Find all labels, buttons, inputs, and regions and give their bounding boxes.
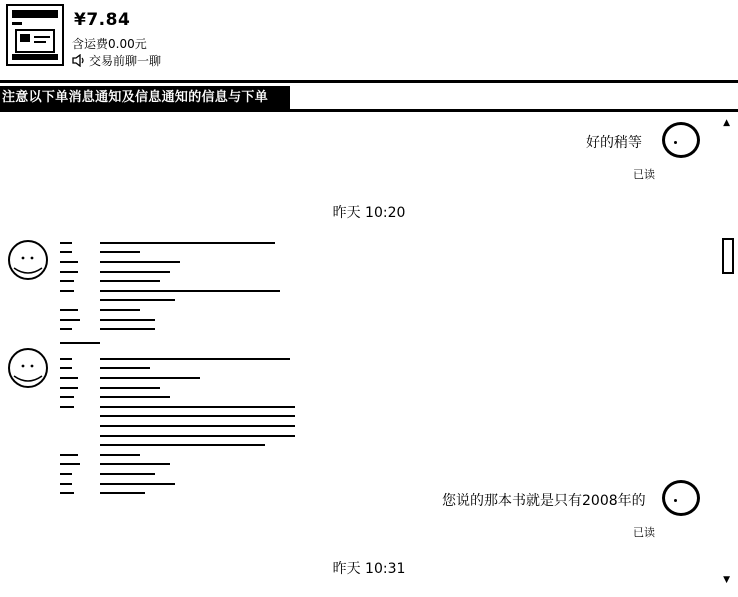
speaker-icon xyxy=(72,54,86,67)
chat-message-list[interactable] xyxy=(0,112,738,597)
message-text: 好的稍等 xyxy=(586,135,642,151)
warning-banner: 注意以下单消息通知及信息通知的信息与下单 xyxy=(0,86,290,110)
avatar[interactable] xyxy=(662,480,700,516)
document-message[interactable] xyxy=(60,238,300,318)
scroll-up-icon[interactable]: ▲ xyxy=(723,118,730,128)
read-status: 已读 xyxy=(633,526,655,539)
shipping-fee: 含运费0.00元 xyxy=(72,37,147,51)
scrollbar-thumb[interactable] xyxy=(722,238,734,274)
banner-divider-top xyxy=(0,80,738,83)
avatar[interactable] xyxy=(8,240,48,280)
chat-before-purchase-label: 交易前聊一聊 xyxy=(89,54,162,68)
timestamp: 昨天 10:20 xyxy=(332,205,406,221)
book-thumbnail-icon[interactable] xyxy=(6,4,64,66)
avatar[interactable] xyxy=(8,348,48,388)
scroll-down-icon[interactable]: ▼ xyxy=(723,575,730,585)
timestamp: 昨天 10:31 xyxy=(332,561,406,577)
product-price: ¥7.84 xyxy=(74,10,131,30)
read-status: 已读 xyxy=(633,168,655,181)
product-header xyxy=(0,0,738,78)
chat-before-purchase-link[interactable] xyxy=(72,52,161,69)
message-text: 您说的那本书就是只有2008年的 xyxy=(442,493,646,509)
document-message[interactable] xyxy=(60,338,300,458)
avatar[interactable] xyxy=(662,122,700,158)
